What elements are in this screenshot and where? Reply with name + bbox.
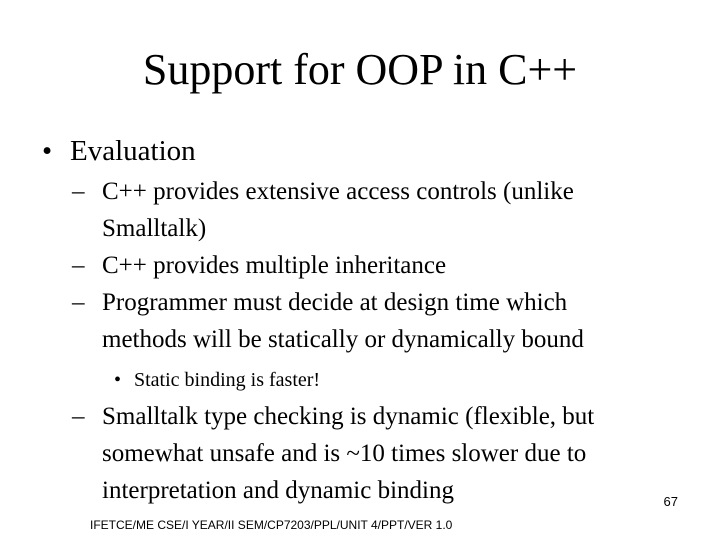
sub-bullet-smalltalk-type-checking [72, 398, 702, 509]
bullet-evaluation [42, 134, 196, 168]
sub-bullet-list-a [72, 173, 702, 358]
sub-bullet-list-b [72, 398, 702, 509]
footer-text: IFETCE/ME CSE/I YEAR/II SEM/CP7203/PPL/UNIT 4/PPT/VER 1.0 [90, 518, 453, 532]
sub-bullet-design-time-binding [72, 284, 702, 358]
slide-title: Support for OOP in C++ [142, 45, 578, 94]
sub-sub-bullet-static-binding [114, 367, 320, 393]
bullet-marker: • [114, 369, 122, 391]
dash-marker: – [72, 289, 85, 316]
dash-marker: – [72, 403, 85, 430]
dash-marker: – [72, 178, 85, 205]
bullet-text: Evaluation [70, 135, 196, 167]
page-number: 67 [663, 494, 678, 509]
dash-marker: – [72, 252, 85, 279]
sub-bullet-line: methods will be statically or dynamically bound [102, 326, 584, 353]
sub-bullet-line: Programmer must decide at design time which [102, 289, 568, 316]
sub-bullet-multiple-inheritance [72, 247, 702, 284]
sub-sub-bullet-text: Static binding is faster! [134, 369, 321, 391]
sub-bullet-line: interpretation and dynamic binding [102, 477, 454, 504]
sub-bullet-line: Smalltalk type checking is dynamic (flexible, but [102, 403, 595, 430]
sub-bullet-line: somewhat unsafe and is ~10 times slower due to [102, 440, 587, 467]
sub-bullet-line: C++ provides multiple inheritance [102, 252, 447, 279]
bullet-marker: • [42, 135, 53, 167]
sub-bullet-line: Smalltalk) [102, 215, 207, 242]
sub-bullet-line: C++ provides extensive access controls (unlike [102, 178, 574, 205]
sub-bullet-access-controls [72, 173, 702, 247]
